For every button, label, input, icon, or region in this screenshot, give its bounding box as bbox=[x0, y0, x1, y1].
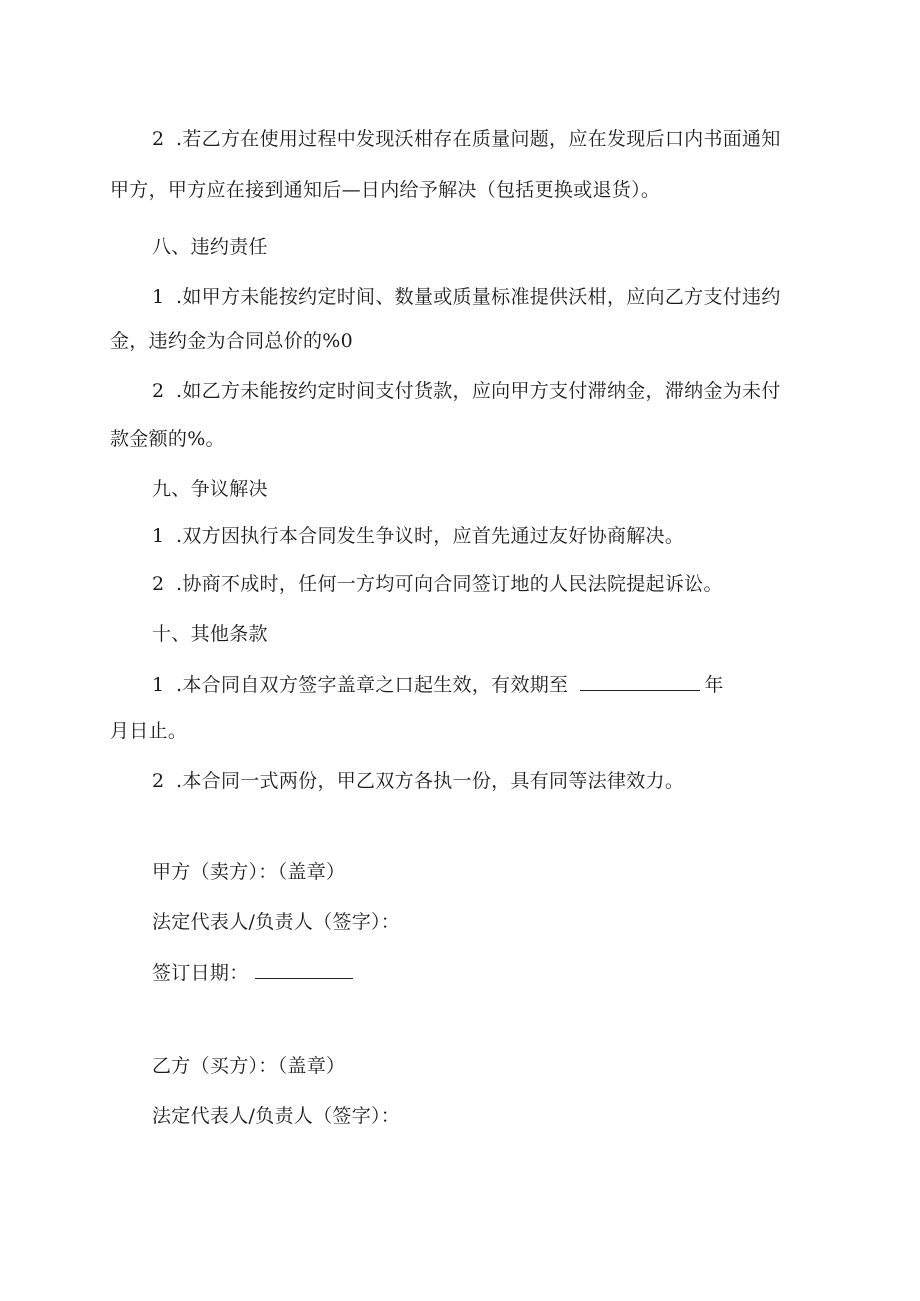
item-text: .本合同一式两份，甲乙双方各执一份，具有同等法律效力。 bbox=[176, 770, 685, 792]
item-number: 2 bbox=[152, 380, 165, 402]
clause-8-item-2-line-2: 款金额的%。 bbox=[110, 428, 225, 450]
clause-8-item-1-line-2: 金，违约金为合同总价的%0 bbox=[110, 330, 354, 352]
item-number: 1 bbox=[152, 286, 165, 308]
section-10-heading: 十、其他条款 bbox=[152, 623, 268, 645]
clause-10-item-1-line-2: 月日止。 bbox=[110, 720, 188, 742]
item-number: 1 bbox=[152, 674, 165, 696]
section-8-heading: 八、违约责任 bbox=[152, 236, 268, 258]
year-suffix: 年 bbox=[704, 674, 724, 696]
clause-9-item-2 bbox=[152, 570, 723, 598]
clause-7-item-2-line-1 bbox=[152, 125, 781, 153]
item-text: .协商不成时，任何一方均可向合同签订地的人民法院提起诉讼。 bbox=[176, 573, 723, 595]
item-number: 1 bbox=[152, 525, 165, 547]
clause-8-item-1-line-1 bbox=[152, 283, 781, 311]
party-a-sign-date bbox=[152, 958, 353, 987]
clause-10-item-2 bbox=[152, 767, 684, 795]
item-text: .双方因执行本合同发生争议时，应首先通过友好协商解决。 bbox=[176, 525, 685, 547]
item-text: .如甲方未能按约定时间、数量或质量标准提供沃柑，应向乙方支付违约 bbox=[176, 286, 781, 308]
section-9-heading: 九、争议解决 bbox=[152, 478, 268, 500]
sign-date-blank bbox=[255, 958, 353, 979]
item-text: .如乙方未能按约定时间支付货款，应向甲方支付滞纳金，滞纳金为未付 bbox=[176, 380, 781, 402]
item-text: .若乙方在使用过程中发现沃柑存在质量问题，应在发现后口内书面通知 bbox=[176, 128, 781, 150]
clause-8-item-2-line-1 bbox=[152, 377, 781, 405]
party-b-representative: 法定代表人/负责人（签字）： bbox=[152, 1105, 401, 1127]
party-b-label: 乙方（买方）：（盖章） bbox=[152, 1055, 346, 1077]
item-number: 2 bbox=[152, 573, 165, 595]
clause-10-item-1-line-1 bbox=[152, 670, 724, 699]
party-a-representative: 法定代表人/负责人（签字）： bbox=[152, 911, 401, 933]
party-a-label: 甲方（卖方）：（盖章） bbox=[152, 861, 346, 883]
item-text: .本合同自双方签字盖章之口起生效，有效期至 bbox=[176, 674, 569, 696]
item-number: 2 bbox=[152, 128, 165, 150]
clause-9-item-1 bbox=[152, 522, 684, 550]
expiry-date-blank bbox=[580, 670, 700, 691]
clause-7-item-2-line-2: 甲方，甲方应在接到通知后—日内给予解决（包括更换或退货）。 bbox=[110, 179, 661, 201]
item-number: 2 bbox=[152, 770, 165, 792]
sign-date-label: 签订日期： bbox=[152, 962, 249, 984]
